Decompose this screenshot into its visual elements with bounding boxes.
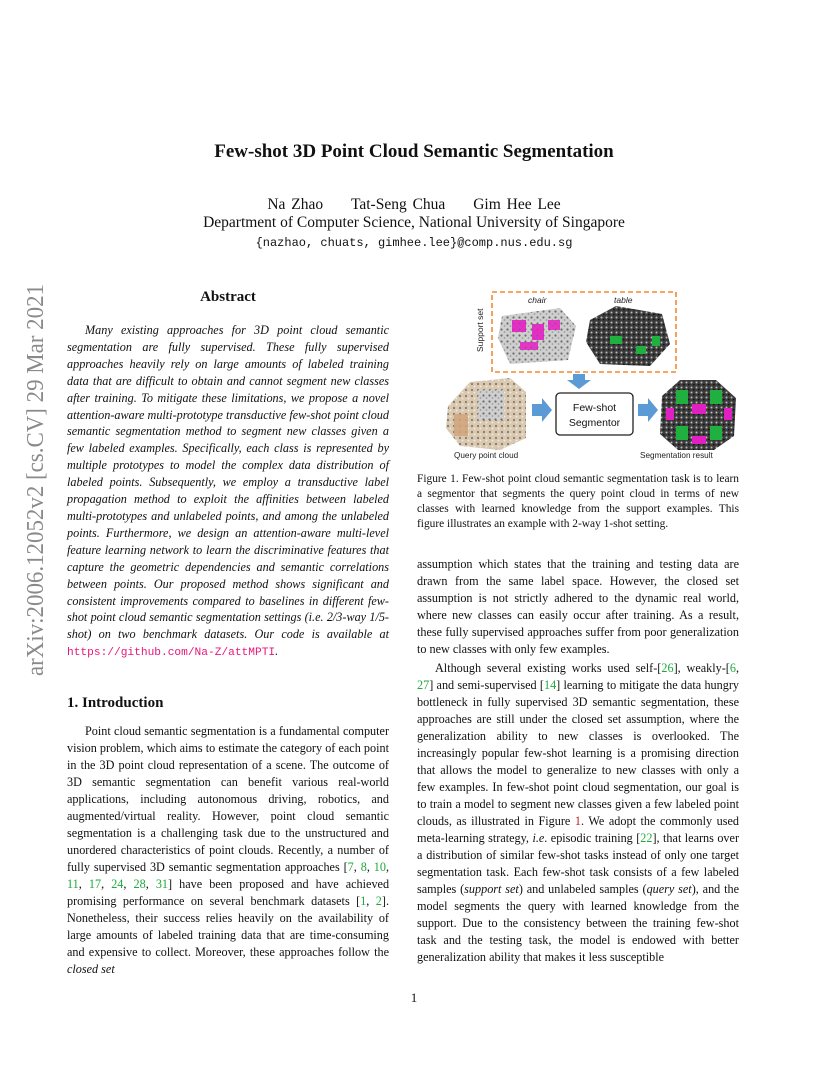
arrow-right-icon	[532, 398, 552, 422]
section-heading: 1. Introduction	[67, 695, 164, 711]
query-scene	[446, 378, 526, 450]
arxiv-stamp-text: arXiv:2006.12052v2 [cs.CV] 29 Mar 2021	[22, 283, 49, 676]
citation-link[interactable]: 31	[155, 877, 168, 891]
abstract-heading: Abstract	[200, 289, 256, 305]
segmentor-label-2: Segmentor	[568, 417, 621, 429]
citation-link[interactable]: 7	[347, 860, 354, 874]
citation-link[interactable]: 6	[729, 661, 736, 675]
citation-link[interactable]: 27	[417, 678, 430, 692]
citation-link[interactable]: 8	[360, 860, 367, 874]
table-label: table	[614, 295, 633, 305]
author-name: Gim Hee Lee	[473, 196, 561, 213]
citation-link[interactable]: 2	[375, 894, 382, 908]
abstract-text: Many existing approaches for 3D point cloud semantic segmentation are fully supervised. These fully supervised approaches heavily rely on large amounts of labeled training data that are difficult to obtain and cannot segment new classes after training. To mitigate these limitations, we propose a novel attention-aware multi-prototype transductive few-shot point cloud semantic segmentation method to segment new classes given a few labeled examples. Specifically, each class is represented by multiple prototypes to model the complex data distribution of labeled points. Subsequently, we employ a transductive label propagation method to exploit the affinities between labeled multi-prototypes and unlabeled points, and among the unlabeled points. Furthermore, we design an attention-aware multi-level feature learning network to learn the discriminative features that capture the geometric dependencies and semantic correlations between points. Our proposed method shows significant and consistent improvements compared to baselines in different few-shot point cloud semantic segmentation settings (i.e. 2/3-way 1/5-shot) on two benchmark datasets. Our code is available at https://github.com/Na-Z/attMPTI.	[67, 323, 389, 660]
result-scene	[660, 380, 736, 450]
support-scene-table	[586, 306, 670, 366]
author-name: Na Zhao	[267, 196, 324, 213]
arrow-down-icon	[567, 374, 591, 389]
author-emails: {nazhao, chuats, gimhee.lee}@comp.nus.edu.sg	[255, 236, 573, 250]
citation-link[interactable]: 22	[640, 831, 653, 845]
affiliation: Department of Computer Science, National University of Singapore	[203, 214, 625, 231]
chair-label: chair	[528, 295, 547, 305]
citation-link[interactable]: 14	[543, 678, 557, 692]
result-label: Segmentation result	[640, 451, 713, 460]
arrow-right-icon	[638, 398, 658, 422]
figure-1	[440, 286, 740, 461]
citation-link[interactable]: 1	[360, 894, 367, 908]
author-list	[0, 196, 828, 214]
page-number: 1	[410, 990, 418, 1005]
paper-title: Few-shot 3D Point Cloud Semantic Segmentation	[214, 141, 614, 162]
citation-link[interactable]: 28	[133, 877, 146, 891]
code-link[interactable]: https://github.com/Na-Z/attMPTI	[67, 647, 276, 660]
support-set-label: Support set	[475, 308, 485, 352]
citation-link[interactable]: 10	[373, 860, 386, 874]
citation-link[interactable]: 17	[88, 877, 102, 891]
figure-1-illustration	[440, 286, 740, 461]
author-name: Tat-Seng Chua	[350, 196, 446, 213]
intro-paragraph-2: Although several existing works used self-[26], weakly-[6, 27] and semi-supervised [14] learning to mitigate the data hungry bottleneck in fully supervised 3D semantic segmentation, these approaches are still under the closed set assumption, where the generalization ability to new classes is overlooked. The increasingly popular few-shot learning is a promising direction that allows the model to generalize to new classes with only a few examples. In few-shot point cloud segmentation, our goal is to train a model to segment new classes given a few labeled point clouds, as illustrated in Figure 1. We adopt the commonly used meta-learning strategy, i.e. episodic training [22], that learns over a distribution of similar few-shot tasks instead of only one target segmentation task. Each few-shot task consists of a few labeled samples (support set) and unlabeled samples (query set), and the model segments the query with learned knowledge from the support. Due to the consistency between the training few-shot task and the testing task, the model is endowed with better generalization ability that makes it less susceptible	[417, 661, 740, 964]
abstract-body: Many existing approaches for 3D point cloud semantic segmentation are fully supervised. These fully supervised approaches heavily rely on large amounts of labeled training data that are difficult to obtain and cannot segment new classes after training. To mitigate these limitations, we propose a novel attention-aware multi-prototype transductive few-shot point cloud semantic segmentation method to segment new classes given a few labeled examples. Specifically, each class is represented by multiple prototypes to model the complex data distribution of labeled points. Subsequently, we employ a transductive label propagation method to exploit the affinities between labeled multi-prototypes and unlabeled points, and among the unlabeled points. Furthermore, we design an attention-aware multi-level feature learning network to learn the discriminative features that capture the geometric dependencies and semantic correlations between points. Our proposed method shows significant and consistent improvements compared to baselines in different few-shot point cloud semantic segmentation settings (i.e. 2/3-way 1/5-shot) on two benchmark datasets. Our code is available at	[67, 323, 389, 642]
query-label: Query point cloud	[454, 451, 519, 460]
intro-paragraph-1-continued: assumption which states that the training and testing data are drawn from the same label space. However, the closed set assumption is not strictly adhered to the dynamic real world, where new classes can easily occur after training. As a result, these fully supervised approaches suffer from poor generalization to new classes with only few examples.	[417, 557, 739, 656]
figure-caption: Figure 1. Few-shot point cloud semantic segmentation task is to learn a segmentor that segments the query point cloud in terms of new classes with learned knowledge from the support examples. This figure illustrates an example with 2-way 1-shot setting.	[417, 473, 739, 531]
segmentor-label-1: Few-shot	[572, 402, 617, 414]
arxiv-stamp	[14, 283, 52, 678]
citation-link[interactable]: 26	[661, 661, 674, 675]
figure-link[interactable]: 1	[574, 814, 581, 828]
citation-link[interactable]: 11	[67, 877, 79, 891]
support-scene-chair	[498, 308, 576, 364]
citation-link[interactable]: 24	[111, 877, 124, 891]
intro-paragraph-1: Point cloud semantic segmentation is a fundamental computer vision problem, which aims to estimate the category of each point in the 3D point cloud representation of a scene. The outcome of 3D semantic segmentation can benefit various real-world applications, including autonomous driving, robotics, and augmented/virtual reality. However, point cloud semantic segmentation is a challenging task due to the unstructured and unordered characteristics of point clouds. Recently, a number of fully supervised 3D semantic segmentation approaches [7, 8, 10, 11, 17, 24, 28, 31] have been proposed and have achieved promising performance on several benchmark datasets [1, 2]. Nonetheless, their success relies heavily on the availability of large amounts of labeled training data that are time-consuming and expensive to collect. Moreover, these approaches follow the closed set	[67, 724, 390, 976]
